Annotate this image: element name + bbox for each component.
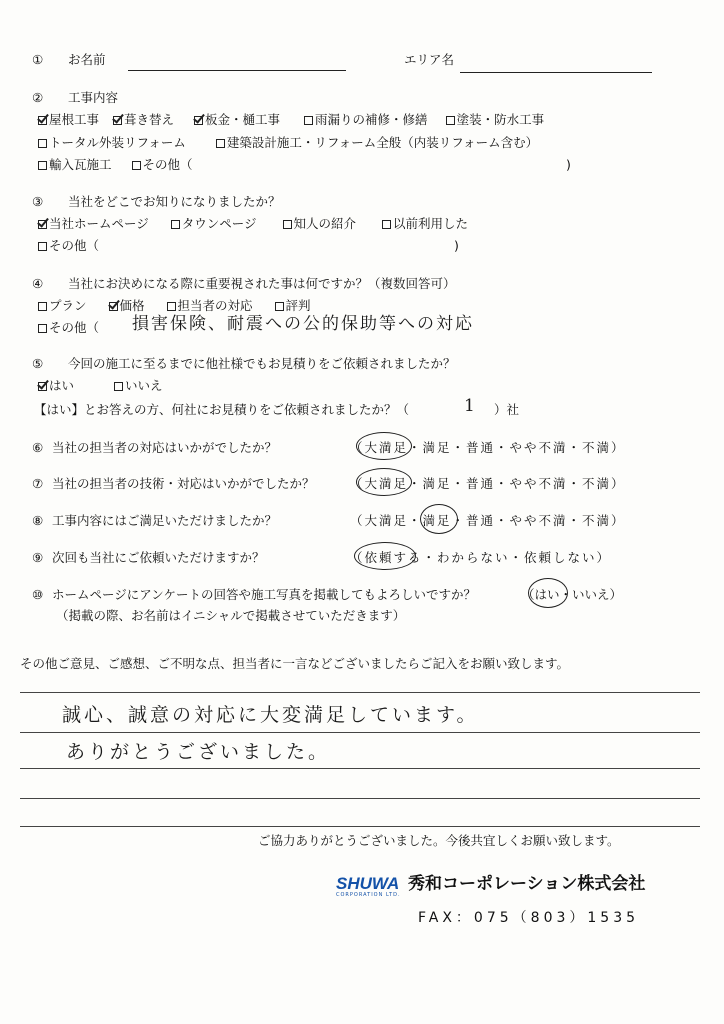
q7-scale[interactable]: （大満足・満足・普通・やや不満・不満） xyxy=(350,476,626,491)
checkbox-checked[interactable] xyxy=(38,116,47,125)
q3-other[interactable]: その他（ xyxy=(38,238,99,253)
company-name: 秀和コーポレーション株式会社 xyxy=(408,874,646,894)
option-reroof[interactable]: 葺き替え xyxy=(113,112,174,127)
checkbox-checked[interactable] xyxy=(113,116,122,125)
q5-options xyxy=(38,378,177,393)
q2-title: 工事内容 xyxy=(68,90,119,105)
option-architecture[interactable]: 建築設計施工・リフォーム全般（内装リフォーム含む） xyxy=(216,135,538,150)
q1-number: ① xyxy=(32,52,44,67)
comment-line xyxy=(20,826,700,827)
q3-title: 当社をどこでお知りになりましたか？ xyxy=(68,194,281,209)
q2-row3 xyxy=(38,157,207,172)
q7-answer-circle xyxy=(356,468,412,496)
name-field[interactable] xyxy=(128,70,346,71)
comments-prompt: その他ご意見、ご感想、ご不明な点、担当者に一言などございましたらご記入をお願い致します。 xyxy=(20,656,570,671)
q7-title: 当社の担当者の技術・対応はいかがでしたか？ xyxy=(52,476,315,491)
q8-number: ⑧ xyxy=(32,513,44,528)
option-other[interactable]: その他（ xyxy=(132,157,193,172)
checkbox-checked[interactable] xyxy=(38,382,47,391)
q10-scale[interactable]: （はい・いいえ） xyxy=(522,587,623,602)
q10-answer-circle xyxy=(528,578,568,608)
checkbox-checked[interactable] xyxy=(38,220,47,229)
checkbox[interactable] xyxy=(171,220,180,229)
checkbox[interactable] xyxy=(382,220,391,229)
option-roof[interactable]: 屋根工事 xyxy=(38,112,99,127)
logo-wordmark: SHUWA xyxy=(336,874,400,893)
option-townpage[interactable]: タウンページ xyxy=(171,216,257,231)
q4-other[interactable]: その他（ xyxy=(38,320,99,335)
checkbox-checked[interactable] xyxy=(109,302,118,311)
q6-answer-circle xyxy=(356,432,412,460)
logo-subtext: CORPORATION LTD. xyxy=(336,892,401,899)
thanks-message: ご協力ありがとうございました。今後共宜しくお願い致します。 xyxy=(258,833,620,848)
q6-scale[interactable]: （大満足・満足・普通・やや不満・不満） xyxy=(350,440,626,455)
q5-number: ⑤ xyxy=(32,356,44,371)
comment-text-line1: 誠心、誠意の対応に大変満足しています。 xyxy=(62,704,479,726)
q4-number: ④ xyxy=(32,276,44,291)
q8-answer-circle xyxy=(420,504,458,534)
area-field[interactable] xyxy=(460,72,652,73)
option-leak-repair[interactable]: 雨漏りの補修・修繕 xyxy=(304,112,428,127)
comment-text-line2: ありがとうございました。 xyxy=(66,741,331,763)
checkbox[interactable] xyxy=(283,220,292,229)
q2-row2 xyxy=(38,135,552,150)
q8-title: 工事内容にはご満足いただけましたか？ xyxy=(52,513,278,528)
comment-line xyxy=(20,732,700,733)
option-yes[interactable]: はい xyxy=(38,378,74,393)
option-painting[interactable]: 塗装・防水工事 xyxy=(446,112,545,127)
checkbox[interactable] xyxy=(38,242,47,251)
checkbox[interactable] xyxy=(304,116,313,125)
q5-followup: 【はい】とお答えの方、何社にお見積りをご依頼されましたか？（ xyxy=(34,402,410,417)
option-previous[interactable]: 以前利用した xyxy=(382,216,468,231)
q5-count-answer: 1 xyxy=(464,396,478,416)
q9-scale[interactable]: （依頼する・わからない・依頼しない） xyxy=(350,550,612,565)
checkbox[interactable] xyxy=(38,324,47,333)
option-plan[interactable]: プラン xyxy=(38,298,87,313)
q5-title: 今回の施工に至るまでに他社様でもお見積りをご依頼されましたか？ xyxy=(68,356,456,371)
option-referral[interactable]: 知人の紹介 xyxy=(283,216,357,231)
q3-close-paren: ) xyxy=(454,238,459,253)
fax-number: FAX：075（803）1535 xyxy=(418,910,640,926)
area-label: エリア名 xyxy=(404,52,455,67)
checkbox[interactable] xyxy=(275,302,284,311)
checkbox[interactable] xyxy=(216,139,225,148)
checkbox[interactable] xyxy=(132,161,141,170)
q9-number: ⑨ xyxy=(32,550,44,565)
q3-row1 xyxy=(38,216,482,231)
checkbox[interactable] xyxy=(38,139,47,148)
q2-close-paren: ) xyxy=(566,157,571,172)
comment-line xyxy=(20,768,700,769)
option-price[interactable]: 価格 xyxy=(109,298,145,313)
checkbox[interactable] xyxy=(114,382,123,391)
comment-line xyxy=(20,798,700,799)
q10-number: ⑩ xyxy=(32,587,44,602)
option-homepage[interactable]: 当社ホームページ xyxy=(38,216,149,231)
checkbox[interactable] xyxy=(446,116,455,125)
option-reputation[interactable]: 評判 xyxy=(275,298,311,313)
q9-title: 次回も当社にご依頼いただけますか？ xyxy=(52,550,265,565)
q4-handwritten-answer: 損害保険、耐震への公的保助等への対応 xyxy=(132,314,474,334)
option-no[interactable]: いいえ xyxy=(114,378,163,393)
option-imported-tile[interactable]: 輸入瓦施工 xyxy=(38,157,112,172)
checkbox[interactable] xyxy=(167,302,176,311)
q5-suffix: ）社 xyxy=(494,402,520,417)
q9-answer-circle xyxy=(354,542,416,570)
option-staff-response[interactable]: 担当者の対応 xyxy=(167,298,253,313)
q6-number: ⑥ xyxy=(32,440,44,455)
q4-title: 当社にお決めになる際に重要視された事は何ですか？（複数回答可） xyxy=(68,276,456,291)
company-logo xyxy=(336,874,401,898)
q2-number: ② xyxy=(32,90,44,105)
q3-number: ③ xyxy=(32,194,44,209)
q2-row1 xyxy=(38,112,558,127)
option-total-exterior[interactable]: トータル外装リフォーム xyxy=(38,135,186,150)
name-label: お名前 xyxy=(68,52,106,67)
q4-row1 xyxy=(38,298,325,313)
q6-title: 当社の担当者の対応はいかがでしたか？ xyxy=(52,440,278,455)
q10-title: ホームページにアンケートの回答や施工写真を掲載してもよろしいですか？ xyxy=(52,587,477,602)
checkbox[interactable] xyxy=(38,161,47,170)
checkbox[interactable] xyxy=(38,302,47,311)
q7-number: ⑦ xyxy=(32,476,44,491)
option-sheet-metal[interactable]: 板金・樋工事 xyxy=(194,112,280,127)
q8-scale[interactable]: （大満足・満足・普通・やや不満・不満） xyxy=(350,513,626,528)
q10-note: （掲載の際、お名前はイニシャルで掲載させていただきます） xyxy=(56,608,406,623)
checkbox-checked[interactable] xyxy=(194,116,203,125)
comment-line xyxy=(20,692,700,693)
